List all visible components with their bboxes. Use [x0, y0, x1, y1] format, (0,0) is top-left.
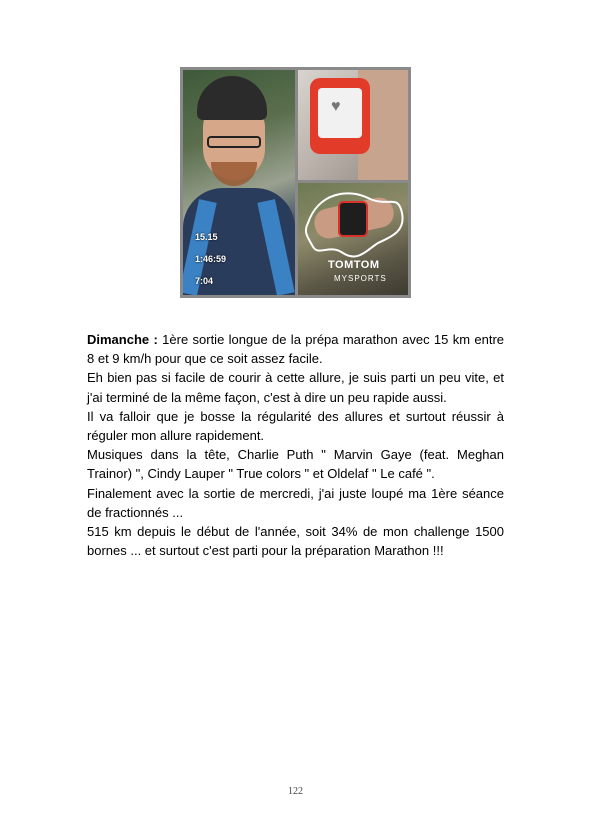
paragraph-text: Eh bien pas si facile de courir à cette allure, je suis parti un peu vite, et j'ai terminé de la même façon, c'est à dire un peu rapide aussi.: [87, 370, 504, 405]
paragraph: [87, 368, 504, 406]
day-label: Dimanche :: [87, 332, 158, 347]
paragraph-text: Musiques dans la tête, Charlie Puth " Marvin Gaye (feat. Meghan Trainor) ", Cindy Lauper " True colors " et Oldelaf " Le café ".: [87, 447, 504, 482]
mysports-logo: MYSPORTS: [334, 274, 387, 283]
paragraph-text: 515 km depuis le début de l'année, soit 34% de mon challenge 1500 bornes ... et surtout c'est parti pour la préparation Marathon !!!: [87, 524, 504, 559]
distance-stat: 15.15: [195, 232, 218, 242]
route-photo: [298, 183, 408, 295]
paragraph: [87, 522, 504, 560]
paragraph: [87, 407, 504, 445]
heart-icon: ♥: [331, 98, 341, 115]
tomtom-logo: TOMTOM: [328, 259, 380, 271]
time-stat: 1:46:59: [195, 254, 227, 264]
paragraph: [87, 445, 504, 483]
page-number: 122: [288, 786, 303, 797]
paragraph-text: Finalement avec la sortie de mercredi, j'ai juste loupé ma 1ère séance de fractionnés ...: [87, 485, 504, 520]
watch-photo: [298, 70, 408, 180]
paragraph: [87, 330, 504, 368]
cap: [197, 76, 267, 120]
paragraph: [87, 484, 504, 522]
paragraph-text: Il va falloir que je bosse la régularité des allures et surtout réussir à réguler mon allure rapidement.: [87, 408, 504, 444]
article-body: [87, 330, 504, 560]
paragraph-text: 1ère sortie longue de la prépa marathon avec 15 km entre 8 et 9 km/h pour que ce soit assez facile.: [87, 332, 505, 367]
pace-stat: 7:04: [195, 276, 214, 286]
selfie-photo: [183, 70, 295, 295]
beard: [211, 162, 257, 186]
glasses: [207, 136, 261, 148]
photo-collage: [180, 67, 411, 298]
